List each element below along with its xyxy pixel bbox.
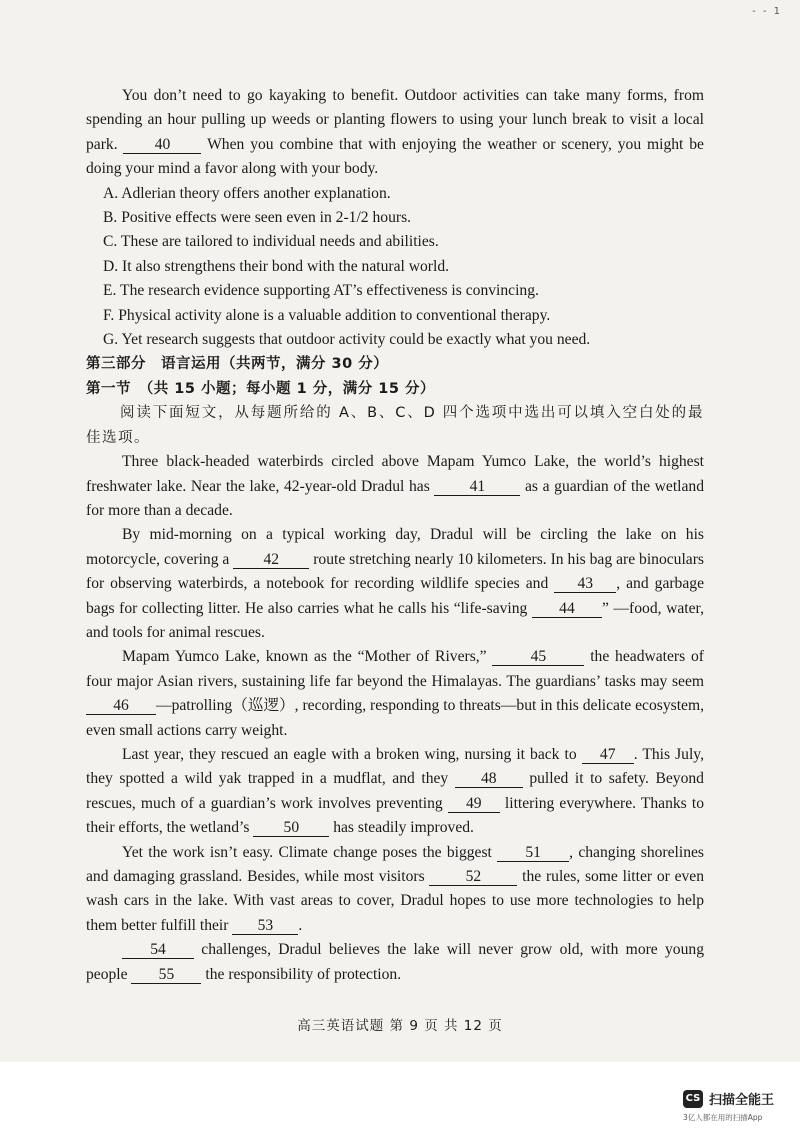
blank-54: 54 xyxy=(122,941,194,959)
option-f: F. Physical activity alone is a valuable addition to conventional therapy. xyxy=(103,306,551,324)
option-a: A. Adlerian theory offers another explanation. xyxy=(103,184,391,202)
blank-55: 55 xyxy=(131,966,201,984)
blank-51: 51 xyxy=(497,844,569,862)
page-footer: 高三英语试题 第 9 页 共 12 页 xyxy=(297,1018,503,1034)
option-d: D. It also strengthens their bond with the natural world. xyxy=(103,257,450,275)
option-c: C. These are tailored to individual needs and abilities. xyxy=(103,233,439,251)
camscanner-icon: CS xyxy=(683,1090,703,1108)
cloze-paragraph-5: Yet the work isn’t easy. Climate change poses the biggest 51 , changing shorelines and damaging grassland. Besides, while most visitors 52 the rules, some litter or even wash cars in the lake. With vast areas to cover, Dradul hopes to use more technologies to help them better fulfill their 53 . xyxy=(86,843,704,934)
option-g: G. Yet research suggests that outdoor activity could be exactly what you need. xyxy=(103,331,591,349)
part-heading: 第三部分 语言运用（共两节，满分 30 分） xyxy=(86,356,389,373)
scanner-app-name: 扫描全能王 xyxy=(709,1093,775,1108)
scanner-watermark xyxy=(683,1089,774,1108)
blank-46: 46 xyxy=(86,697,156,715)
blank-50: 50 xyxy=(253,819,329,837)
cloze-paragraph-2: By mid-morning on a typical working day, Dradul will be circling the lake on his motorcycle, covering a 42 route stretching nearly 10 kilometers. In his bag are binoculars for observing waterbirds, a notebook for recording wildlife species and 43 , and garbage bags for collecting litter. He also carries what he calls his “life-saving 44 ” —food, water, and tools for animal rescues. xyxy=(86,526,704,641)
option-e: E. The research evidence supporting AT’s effectiveness is convincing. xyxy=(103,282,539,300)
cloze-paragraph-1: Three black-headed waterbirds circled above Mapam Yumco Lake, the world’s highest freshwater lake. Near the lake, 42-year-old Dradul has 41 as a guardian of the wetland for more than a decade. xyxy=(86,453,704,519)
section-heading: 第一节 （共 15 小题；每小题 1 分，满分 15 分） xyxy=(86,380,435,397)
cloze-paragraph-4: Last year, they rescued an eagle with a broken wing, nursing it back to 47 . This July, they spotted a wild yak trapped in a mudflat, and they 48 pulled it to safety. Beyond rescues, much of a guardian’s work involves preventing 49 littering everywhere. Thanks to their efforts, the wetland’s 50 has steadily improved. xyxy=(86,745,704,837)
blank-45: 45 xyxy=(492,648,584,666)
blank-41: 41 xyxy=(434,478,520,496)
scanner-tagline: 3亿人都在用的扫描App xyxy=(683,1113,763,1122)
instructions: 阅读下面短文，从每题所给的 A、B、C、D 四个选项中选出可以填入空白处的最佳选项。 xyxy=(86,405,704,446)
blank-49: 49 xyxy=(448,795,500,813)
page-content xyxy=(86,84,704,987)
blank-52: 52 xyxy=(429,868,517,886)
blank-40: 40 xyxy=(123,136,201,154)
blank-42: 42 xyxy=(233,551,309,569)
blank-53: 53 xyxy=(232,917,298,935)
blank-47: 47 xyxy=(582,746,634,764)
blank-48: 48 xyxy=(455,770,523,788)
corner-mark: - - 1 xyxy=(752,6,782,17)
blank-44: 44 xyxy=(532,600,602,618)
option-b: B. Positive effects were seen even in 2-1/2 hours. xyxy=(103,209,412,227)
passage-final-paragraph: You don’t need to go kayaking to benefit. Outdoor activities can take many forms, from spending an hour pulling up weeds or planting flowers to using your lunch break to visit a local park. 40 When you combine that with enjoying the weather or scenery, you might be doing your mind a favor along with your body. xyxy=(86,87,704,178)
blank-43: 43 xyxy=(554,575,616,593)
scan-margin xyxy=(0,1062,800,1132)
cloze-paragraph-3: Mapam Yumco Lake, known as the “Mother of Rivers,” 45 the headwaters of four major Asian rivers, sustaining life far beyond the Himalayas. The guardians’ tasks may seem 46 —patrolling（巡逻）, recording, responding to threats—but in this delicate ecosystem, even small actions carry weight. xyxy=(86,648,704,739)
cloze-paragraph-6: 54 challenges, Dradul believes the lake will never grow old, with more young people 55 the responsibility of protection. xyxy=(86,941,704,983)
